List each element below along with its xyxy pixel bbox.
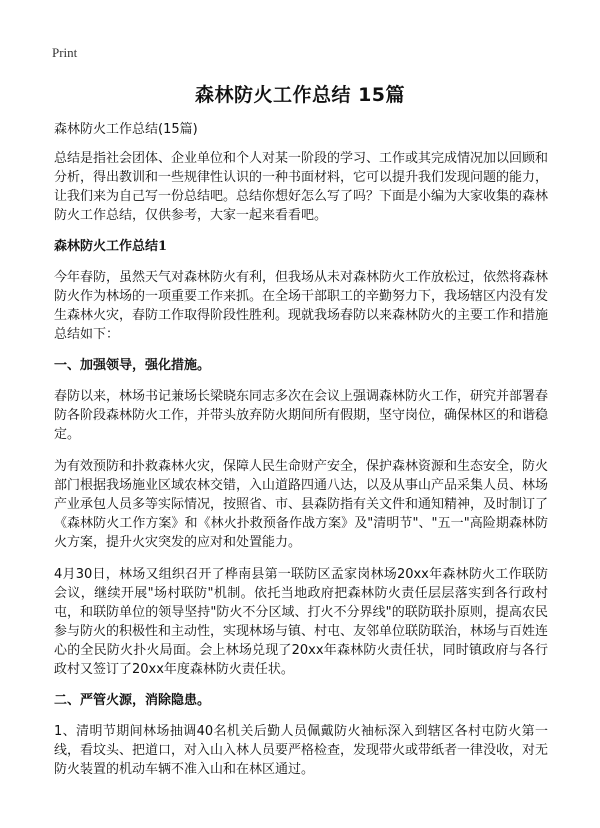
article-subtitle: 森林防火工作总结(15篇) [54,122,198,137]
part-heading: 一、加强领导，强化措施。 [54,358,211,373]
article-body [54,121,548,792]
part-paragraph: 为有效预防和扑救森林火灾，保障人民生命财产安全，保护森林资源和生态安全，防火部门根据我场施业区域农林交错，入山道路四通八达，以及从事山产品采集人员、林场产业承包人员多等实际情况，按照省、市、县森防指有关文件和通知精神，及时制订了《森林防火工作方案》和《林火扑救预备作战方案》及"清明节"、"五一"高险期森林防火方案，提升火灾突发的应对和处置能力。 [54,459,549,550]
part-paragraph: 4月30日，林场又组织召开了桦南县第一联防区孟家岗林场20xx年森林防火工作联防会议，继续开展"场村联防"机制。依托当地政府把森林防火责任层层落实到各行政村屯，和联防单位的领导坚持"防火不分区域、打火不分界线"的联防联扑原则，提高农民参与防火的积极性和主动性，实现林场与镇、村屯、友邻单位联防联治，林场与百姓连心的全民防火扑火局面。会上林场兑现了20xx年森林防火责任状，同时镇政府与各行政村又签订了20xx年度森林防火责任状。 [54,567,549,677]
intro-paragraph: 总结是指社会团体、企业单位和个人对某一阶段的学习、工作或其完成情况加以回顾和分析，得出教训和一些规律性认识的一种书面材料，它可以提升我们发现问题的能力，让我们来为自己写一份总结吧。总结你想好怎么写了吗？下面是小编为大家收集的森林防火工作总结，仅供参考，大家一起来看看吧。 [54,151,549,223]
part-paragraph: 1、清明节期间林场抽调40名机关后勤人员佩戴防火袖标深入到辖区各村屯防火第一线，看坟头、把道口，对入山入林人员要严格检查，发现带火或带纸者一律没收，对无防火装置的机动车辆不准入山和在林区通过。 [54,724,549,777]
page-title: 森林防火工作总结 15篇 [194,84,406,106]
part-heading: 二、严管火源，消除隐患。 [54,693,211,708]
section-heading: 森林防火工作总结1 [54,239,168,254]
section-paragraph: 今年春防，虽然天气对森林防火有利，但我场从未对森林防火工作放松过，依然将森林防火作为林场的一项重要工作来抓。在全场干部职工的辛勤努力下，我场辖区内没有发生森林火灾，春防工作取得阶段性胜利。现就我场春防以来森林防火的主要工作和措施总结如下： [54,270,549,342]
part-paragraph: 春防以来，林场书记兼场长梁晓东同志多次在会议上强调森林防火工作，研究并部署春防各阶段森林防火工作，并带头放弃防火期间所有假期，坚守岗位，确保林区的和谐稳定。 [54,389,549,442]
print-link[interactable]: Print [52,45,78,60]
